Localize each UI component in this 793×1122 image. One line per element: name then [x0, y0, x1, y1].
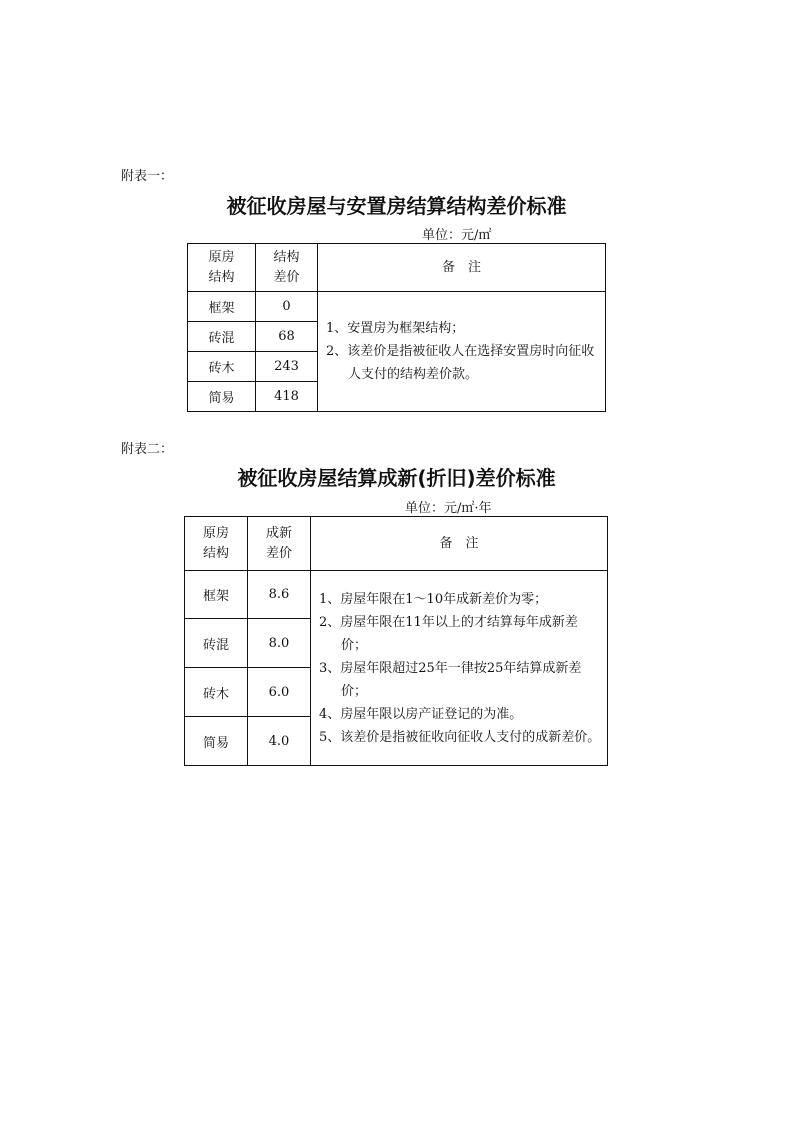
appendix-2-label: 附表二： — [121, 442, 174, 457]
header-structure-diff: 结构 差价 — [256, 244, 318, 292]
structure-cell: 砖木 — [188, 352, 256, 382]
header-remarks: 备 注 — [311, 517, 608, 571]
header-depreciation-diff: 成新 差价 — [248, 517, 311, 571]
appendix-2-unit: 单位：元/㎡·年 — [405, 501, 492, 516]
value-cell: 6.0 — [248, 668, 311, 717]
note-item: 4、房屋年限以房产证登记的为准。 — [319, 706, 523, 722]
table-row — [188, 292, 606, 322]
table-header-row — [188, 244, 606, 292]
note-item: 3、房屋年限超过25年一律按25年结算成新差价； — [319, 660, 582, 699]
appendix-1-unit: 单位：元/㎡ — [422, 228, 492, 243]
note-item: 2、房屋年限在11年以上的才结算每年成新差价； — [319, 614, 578, 653]
remarks-cell — [311, 571, 608, 766]
value-cell: 243 — [256, 352, 318, 382]
note-item: 1、房屋年限在1～10年成新差价为零； — [319, 591, 548, 607]
structure-cell: 砖混 — [185, 619, 248, 668]
header-original-structure: 原房 结构 — [188, 244, 256, 292]
value-cell: 0 — [256, 292, 318, 322]
appendix-1-label: 附表一： — [121, 169, 174, 184]
note-item: 1、安置房为框架结构； — [326, 321, 465, 336]
appendix-2-title: 被征收房屋结算成新(折旧)差价标准 — [237, 466, 556, 490]
note-item: 5、该差价是指被征收向征收人支付的成新差价。 — [319, 729, 601, 745]
structure-cell: 砖混 — [188, 322, 256, 352]
note-item: 2、该差价是指被征收人在选择安置房时向征收人支付的结构差价款。 — [326, 344, 595, 382]
structure-cell: 砖木 — [185, 668, 248, 717]
appendix-2-table — [184, 516, 608, 766]
header-original-structure: 原房 结构 — [185, 517, 248, 571]
table-header-row — [185, 517, 608, 571]
structure-cell: 简易 — [185, 717, 248, 766]
value-cell: 4.0 — [248, 717, 311, 766]
value-cell: 8.6 — [248, 571, 311, 619]
value-cell: 418 — [256, 382, 318, 412]
structure-cell: 框架 — [185, 571, 248, 619]
value-cell: 68 — [256, 322, 318, 352]
appendix-1-table — [187, 243, 606, 412]
header-remarks: 备 注 — [318, 244, 606, 292]
appendix-1-title: 被征收房屋与安置房结算结构差价标准 — [226, 194, 567, 218]
remarks-cell — [318, 292, 606, 412]
table-row — [185, 571, 608, 619]
value-cell: 8.0 — [248, 619, 311, 668]
structure-cell: 框架 — [188, 292, 256, 322]
structure-cell: 简易 — [188, 382, 256, 412]
